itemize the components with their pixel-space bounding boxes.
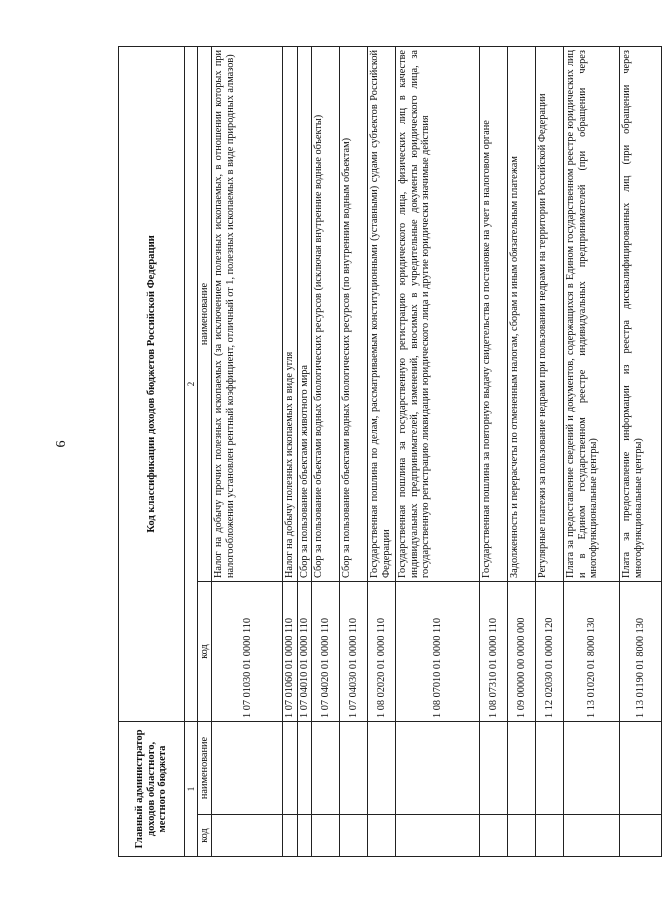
classification-header: Код классификации доходов бюджетов Российской Федерации (119, 47, 185, 722)
revenue-name: Государственная пошлина за повторную выдачу свидетельства о постановке на учет в налоговом органе (480, 47, 508, 582)
admin-name-cell (312, 722, 340, 815)
admin-code-cell (620, 815, 662, 857)
revenue-code: 1 07 04030 01 0000 110 (340, 582, 368, 722)
admin-name-cell (368, 722, 396, 815)
column-number-row (185, 47, 198, 857)
table-row (536, 47, 564, 857)
col-header-name: наименование (198, 722, 212, 815)
revenue-code: 1 07 01030 01 0000 110 (212, 582, 283, 722)
revenue-code: 1 07 01060 01 0000 110 (283, 582, 297, 722)
admin-name-cell (283, 722, 297, 815)
table-row (283, 47, 297, 857)
col-number-2: 2 (185, 47, 198, 722)
table-row (297, 47, 311, 857)
subheader-row (198, 47, 212, 857)
admin-code-cell (508, 815, 536, 857)
table-row (340, 47, 368, 857)
revenue-name: Регулярные платежи за пользование недрами при пользовании недрами на территории Российской Федерации (536, 47, 564, 582)
rotated-table-wrapper (118, 47, 647, 857)
admin-name-cell (564, 722, 620, 815)
admin-header: Главный администратор доходов областного, местного бюджета (119, 722, 185, 857)
table-row (620, 47, 662, 857)
admin-code-cell (312, 815, 340, 857)
admin-name-cell (480, 722, 508, 815)
revenue-name: Задолженность и перерасчеты по отмененным налогам, сборам и иным обязательным платежам (508, 47, 536, 582)
table-row (312, 47, 340, 857)
col-header-code: код (198, 815, 212, 857)
admin-code-cell (396, 815, 480, 857)
revenue-code: 1 09 00000 00 0000 000 (508, 582, 536, 722)
table-row (508, 47, 536, 857)
col-header-name-2: наименование (198, 47, 212, 582)
revenue-classification-table (118, 46, 662, 857)
admin-code-cell (340, 815, 368, 857)
revenue-code: 1 12 02030 01 0000 120 (536, 582, 564, 722)
admin-code-cell (368, 815, 396, 857)
col-number-1: 1 (185, 722, 198, 857)
admin-name-cell (212, 722, 283, 815)
admin-name-cell (620, 722, 662, 815)
revenue-code: 1 13 01020 01 8000 130 (564, 582, 620, 722)
table-row (396, 47, 480, 857)
revenue-name: Сбор за пользование объектами животного мира (297, 47, 311, 582)
revenue-name: Налог на добычу полезных ископаемых в виде угля (283, 47, 297, 582)
table-row (564, 47, 620, 857)
revenue-code: 1 07 04020 01 0000 110 (312, 582, 340, 722)
admin-code-cell (297, 815, 311, 857)
admin-code-cell (283, 815, 297, 857)
table-body (119, 47, 662, 857)
admin-name-cell (297, 722, 311, 815)
revenue-name: Сбор за пользование объектами водных биологических ресурсов (исключая внутренние водные объекты) (312, 47, 340, 582)
col-header-code-2: код (198, 582, 212, 722)
admin-code-cell (480, 815, 508, 857)
revenue-name: Государственная пошлина за государственную регистрацию юридического лица, физических лиц в качестве индивидуальных предпринимателей, изменений, вносимых в учредительные документы юридического лица, за государственную регистрацию ликвидации юридического лица и другие юридически значимые действия (396, 47, 480, 582)
admin-name-cell (536, 722, 564, 815)
revenue-name: Налог на добычу прочих полезных ископаемых (за исключением полезных ископаемых, в отношении которых при налогообложении установлен рентный коэффициент, отличный от 1, полезных ископаемых в виде природных алмазов) (212, 47, 283, 582)
table-row (368, 47, 396, 857)
revenue-name: Государственная пошлина по делам, рассматриваемым конституционными (уставными) судами субъектов Российской Федерации (368, 47, 396, 582)
revenue-name: Плата за предоставление информации из реестра дисквалифицированных лиц (при обращении через многофункциональные центры) (620, 47, 662, 582)
revenue-name: Сбор за пользование объектами водных биологических ресурсов (по внутренним водным объектам) (340, 47, 368, 582)
admin-code-cell (536, 815, 564, 857)
revenue-code: 1 08 07010 01 0000 110 (396, 582, 480, 722)
table-row (480, 47, 508, 857)
revenue-name: Плата за предоставление сведений и документов, содержащихся в Едином государственном реестре юридических лиц и в Едином государственном реестре индивидуальных предпринимателей (при обращении через многофункциональные центры) (564, 47, 620, 582)
admin-name-cell (396, 722, 480, 815)
revenue-code: 1 13 01190 01 8000 130 (620, 582, 662, 722)
page-number: 6 (54, 440, 69, 448)
revenue-code: 1 07 04010 01 0000 110 (297, 582, 311, 722)
table-row (212, 47, 283, 857)
admin-code-cell (564, 815, 620, 857)
admin-name-cell (508, 722, 536, 815)
revenue-code: 1 08 02020 01 0000 110 (368, 582, 396, 722)
header-row (119, 47, 185, 857)
admin-code-cell (212, 815, 283, 857)
admin-name-cell (340, 722, 368, 815)
revenue-code: 1 08 07310 01 0000 110 (480, 582, 508, 722)
